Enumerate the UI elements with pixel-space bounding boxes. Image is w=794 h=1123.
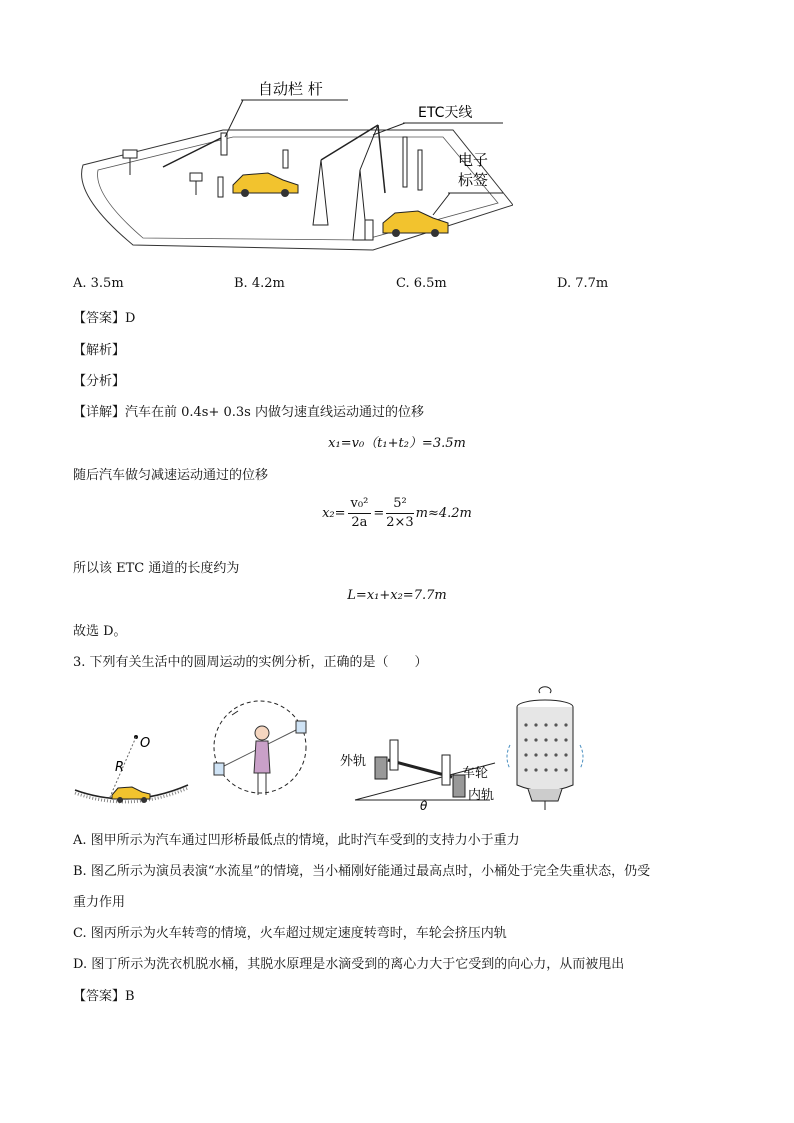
label-wheel: 车轮 <box>462 766 489 781</box>
eq2-left: x₂= <box>322 506 346 521</box>
concave-bridge-figure <box>75 735 188 803</box>
spin-drum-figure <box>507 687 583 810</box>
option-a: A. 3.5m <box>73 276 124 291</box>
eq2-frac1-den: 2a <box>351 515 368 530</box>
q3-option-c: C. 图丙所示为火车转弯的情境，火车超过规定速度转弯时，车轮会挤压内轨 <box>73 926 507 941</box>
label-o: O <box>140 736 151 751</box>
q2-answer: 【答案】D <box>73 311 136 326</box>
equation-3: L=x₁+x₂=7.7m <box>347 588 447 603</box>
equation-2: x₂= $\frac{\text{v₀²}}{2a}$ = $\frac{\text{5²}}{2\times 3}$ m≈4.2m <box>322 496 472 530</box>
option-d: D. 7.7m <box>557 276 609 291</box>
label-antenna: ETC天线 <box>418 105 473 121</box>
equation-1: x₁=v₀（t₁+t₂）=3.5m <box>328 436 466 451</box>
q3-figures <box>70 685 590 815</box>
eq2-frac1-num: v₀² <box>348 495 372 514</box>
label-inner-rail: 内轨 <box>468 788 495 803</box>
eq2-frac2-den: 2×3 <box>386 515 414 530</box>
q2-text3: 所以该 ETC 通道的长度约为 <box>73 561 240 576</box>
q2-text2: 随后汽车做匀减速运动通过的位移 <box>73 468 269 483</box>
q3-answer: 【答案】B <box>73 989 135 1004</box>
label-gate: 自动栏 杆 <box>258 80 323 98</box>
label-r: R <box>115 760 125 775</box>
q3-option-d: D. 图丁所示为洗衣机脱水桶，其脱水原理是水滴受到的离心力大于它受到的向心力，从而被甩出 <box>73 957 625 972</box>
q2-detail: 【详解】汽车在前 0.4s+ 0.3s 内做匀速直线运动通过的位移 <box>73 405 424 420</box>
q3-option-b-line1: B. 图乙所示为演员表演“水流星”的情境，当小桶刚好能通过最高点时，小桶处于完全失重状态，仍受 <box>73 864 651 879</box>
car-2 <box>383 211 448 237</box>
eq2-right: m≈4.2m <box>415 506 472 521</box>
q2-jiexi: 【解析】 <box>73 343 126 358</box>
eq2-frac2-num: 5² <box>386 495 413 514</box>
option-b: B. 4.2m <box>234 276 285 291</box>
label-tag-line1: 电子 <box>458 151 489 169</box>
etc-lane-figure <box>73 75 513 265</box>
q3-option-a: A. 图甲所示为汽车通过凹形桥最低点的情境，此时汽车受到的支持力小于重力 <box>73 833 520 848</box>
q2-fenxi: 【分析】 <box>73 374 126 389</box>
q3-option-b-line2: 重力作用 <box>73 895 126 910</box>
option-c: C. 6.5m <box>396 276 447 291</box>
rail-turn-figure <box>340 740 495 813</box>
label-outer-rail: 外轨 <box>340 754 367 769</box>
water-meteor-figure <box>214 701 306 795</box>
label-theta: θ <box>420 799 428 813</box>
car-1 <box>233 173 298 197</box>
q3-stem: 3. 下列有关生活中的圆周运动的实例分析，正确的是（ ） <box>73 655 428 670</box>
label-tag-line2: 标签 <box>458 171 489 189</box>
q2-conclusion: 故选 D。 <box>73 624 127 639</box>
